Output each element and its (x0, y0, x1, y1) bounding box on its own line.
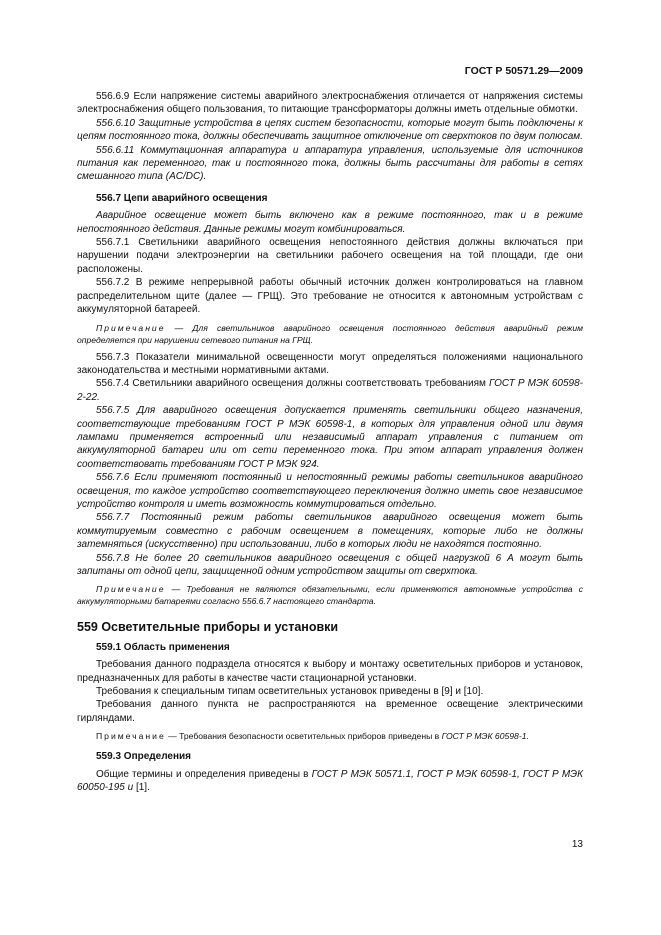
paragraph-556-7-5: 556.7.5 Для аварийного освещения допускается применять светильники общего назначения, соответствующие требованиям ГОСТ Р МЭК 60598-1, в которых для управления одной или двумя лампами применяется встроенный или независимый аппарат управления с питанием от аккумуляторной батареи или от сети переменного тока. При этом аппарат управления должен соответствовать требованиям ГОСТ Р МЭК 924. (77, 405, 583, 470)
paragraph-556-7-7: 556.7.7 Постоянный режим работы светильников аварийного освещения может быть коммутируемым совместно с рабочим освещением в помещениях, которые либо не должны затемняться (искусственно) при использовании, либо в которых люди не находятся постоянно. (77, 512, 583, 551)
note-2-text: — Требования не являются обязательными, если применяются автономные устройства с аккумуляторными батареями согласно 556.6.7 настоящего стандарта. (77, 584, 583, 607)
paragraph-559-3 (77, 768, 583, 795)
paragraph-556-6-9: 556.6.9 Если напряжение системы аварийного электроснабжения отличается от напряжения системы электроснабжения общего пользования, то питающие трансформаторы должны иметь отдельные обмотки. (77, 91, 583, 116)
paragraph-556-7-4 (77, 377, 583, 404)
paragraph-559-1-c: Требования данного пункта не распространяются на временное освещение электрическими гирляндами. (77, 699, 583, 724)
heading-556-7: 556.7 Цепи аварийного освещения (96, 192, 268, 204)
paragraph-556-6-10: 556.6.10 Защитные устройства в цепях систем безопасности, которые могут быть подключены к цепям постоянного тока, должны обеспечивать защитное отключение от сверхтоков по двум полюсам. (77, 117, 583, 143)
paragraph-556-7-6: 556.7.6 Если применяют постоянный и непостоянный режимы работы светильников аварийного освещения, то каждое устройство соответствующего переключения должно иметь свое независимое устройство контроля и иметь возможность коммутироваться отдельно. (77, 472, 583, 510)
heading-559: 559 Осветительные приборы и установки (77, 620, 339, 635)
paragraph-556-7-intro: Аварийное освещение может быть включено как в режиме постоянного, так и в режиме непостоянного действия. Данные режимы могут комбинироваться. (77, 210, 583, 235)
note-3 (77, 730, 583, 742)
paragraph-556-6-11: 556.6.11 Коммутационная аппаратура и аппаратура управления, используемые для источников питания как переменного, так и постоянного тока, должны быть рассчитаны для работы в сетях смешанного типа (AC/DC). (77, 144, 583, 183)
note-1-text: — Для светильников аварийного освещения постоянного действия аварийный режим определяется при нарушении сетевого питания на ГРЩ. (77, 322, 583, 345)
paragraph-556-7-2: 556.7.2 В режиме непрерывной работы обычный источник должен контролироваться на главном распределительном щите (далее — ГРЩ). Это требование не относится к автономным устройствам с аккумуляторной батареей. (77, 277, 583, 316)
page-number: 13 (571, 839, 583, 850)
document-header: ГОСТ Р 50571.29—2009 (464, 65, 583, 77)
note-2 (77, 583, 583, 607)
note-2-label: Примечание (96, 584, 166, 595)
note-3-text: — Требования безопасности осветительных приборов приведены в (165, 731, 442, 742)
paragraph-559-3-tail: [1]. (133, 782, 150, 794)
paragraph-559-1-b: Требования к специальным типам осветительных установок приведены в [9] и [10]. (96, 686, 484, 698)
paragraph-556-7-8: 556.7.8 Не более 20 светильников аварийного освещения с общей нагрузкой 6 А могут быть запитаны от одной цепи, защищенной одним устройством защиты от сверхтока. (77, 552, 583, 577)
paragraph-556-7-4-ref: ГОСТ Р МЭК 60598-2-22. (77, 378, 583, 403)
paragraph-556-7-4-text: 556.7.4 Светильники аварийного освещения должны соответствовать требованиям (96, 378, 489, 390)
paragraph-559-1-a: Требования данного подраздела относятся к выбору и монтажу осветительных приборов и установок, предназначенных для работы в качестве части стационарной установки. (77, 659, 583, 684)
heading-559-3: 559.3 Определения (96, 751, 192, 763)
paragraph-556-7-3: 556.7.3 Показатели минимальной освещенности могут определяться положениями национального законодательства и местными нормативными актами. (77, 351, 583, 376)
note-1-label: Примечание (96, 322, 166, 333)
paragraph-559-3-refs: ГОСТ Р МЭК 50571.1, ГОСТ Р МЭК 60598-1, ГОСТ Р МЭК 60050-195 и (77, 768, 583, 794)
note-3-ref: ГОСТ Р МЭК 60598-1. (441, 731, 529, 742)
note-3-label: Примечание (96, 731, 166, 742)
paragraph-556-7-1: 556.7.1 Светильники аварийного освещения непостоянного действия должны включаться при нарушении подачи электроэнергии на светильники рабочего освещения на той площади, где они расположены. (77, 237, 583, 275)
heading-559-1: 559.1 Область применения (96, 641, 230, 653)
note-1 (77, 322, 583, 346)
paragraph-559-3-text: Общие термины и определения приведены в (96, 768, 312, 780)
document-body (77, 90, 583, 794)
